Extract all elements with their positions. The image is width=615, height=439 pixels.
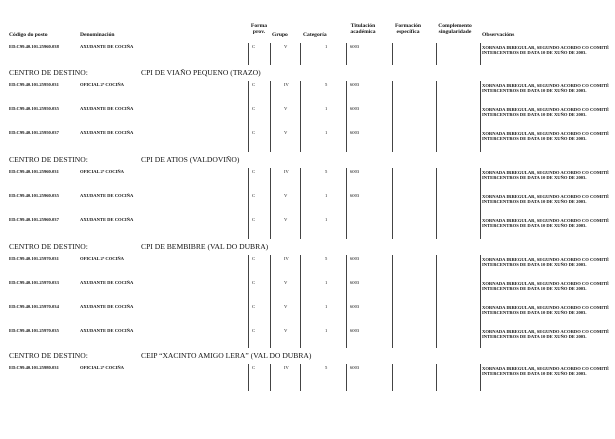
post-grupo: IV <box>284 256 289 261</box>
column-divider <box>270 43 271 65</box>
column-divider <box>392 216 393 239</box>
column-divider <box>248 303 249 327</box>
column-divider <box>436 303 437 327</box>
column-divider <box>346 279 347 303</box>
post-observations: XORNADA IRREGULAR, SEGUNDO ACORDO CO COMITÉ INTERCENTROS DE DATA 10 DE XUÑO DE 2003. <box>482 305 610 316</box>
post-grupo: V <box>284 44 288 49</box>
post-observations: XORNADA IRREGULAR, SEGUNDO ACORDO CO COMITÉ INTERCENTROS DE DATA 10 DE XUÑO DE 2003. <box>482 257 610 268</box>
post-titulacion: 6003 <box>350 280 360 285</box>
column-divider <box>392 129 393 152</box>
post-forma-prov: C <box>252 256 256 261</box>
post-titulacion: 6003 <box>350 193 360 198</box>
post-denomination: OFICIAL 2ª COCIÑA <box>80 365 125 370</box>
post-observations: XORNADA IRREGULAR, SEGUNDO ACORDO CO COMITÉ INTERCENTROS DE DATA 10 DE XUÑO DE 2003. <box>482 45 610 56</box>
header-formacion: Formación específica <box>394 23 422 35</box>
column-divider <box>270 255 271 279</box>
column-divider <box>346 192 347 216</box>
post-observations: XORNADA IRREGULAR, SEGUNDO ACORDO CO COMITÉ INTERCENTROS DE DATA 10 DE XUÑO DE 2003. <box>482 218 610 229</box>
column-divider <box>436 327 437 348</box>
post-grupo: IV <box>284 169 289 174</box>
post-code: ED.C99.40.101.25970.035 <box>9 328 59 333</box>
column-divider <box>480 81 481 105</box>
column-divider <box>346 105 347 129</box>
column-divider <box>270 105 271 129</box>
post-grupo: V <box>284 304 288 309</box>
column-divider <box>346 216 347 239</box>
post-titulacion: 6003 <box>350 365 360 370</box>
post-code: ED.C99.40.101.25970.034 <box>9 304 59 309</box>
column-divider <box>392 303 393 327</box>
column-divider <box>436 43 437 65</box>
column-divider <box>436 105 437 129</box>
center-label: CENTRO DE DESTINO: <box>9 242 88 251</box>
post-observations: XORNADA IRREGULAR, SEGUNDO ACORDO CO COMITÉ INTERCENTROS DE DATA 10 DE XUÑO DE 2003. <box>482 281 610 292</box>
column-divider <box>300 43 301 65</box>
column-divider <box>270 327 271 348</box>
post-denomination: OFICIAL 2ª COCIÑA <box>80 256 125 261</box>
post-forma-prov: C <box>252 365 256 370</box>
column-divider <box>392 364 393 391</box>
post-forma-prov: C <box>252 193 256 198</box>
center-name: CEIP “XACINTO AMIGO LERA” (VAL DO DUBRA) <box>141 351 312 360</box>
column-divider <box>300 279 301 303</box>
column-divider <box>270 192 271 216</box>
post-code: ED.C99.40.101.25960.038 <box>9 44 59 49</box>
center-label: CENTRO DE DESTINO: <box>9 351 88 360</box>
column-divider <box>346 168 347 192</box>
post-categoria: 5 <box>325 82 328 87</box>
post-denomination: OFICIAL 2ª COCIÑA <box>80 82 125 87</box>
post-forma-prov: C <box>252 169 256 174</box>
column-divider <box>480 129 481 152</box>
column-divider <box>346 327 347 348</box>
header-codigo: Código do posto <box>9 32 48 38</box>
header-observacions: Observacións <box>482 32 515 38</box>
post-titulacion: 6003 <box>350 130 360 135</box>
post-categoria: 1 <box>325 304 328 309</box>
post-forma-prov: C <box>252 304 256 309</box>
post-categoria: 1 <box>325 280 328 285</box>
column-divider <box>436 81 437 105</box>
post-categoria: 1 <box>325 106 328 111</box>
column-divider <box>300 255 301 279</box>
column-divider <box>300 303 301 327</box>
column-divider <box>270 216 271 239</box>
column-divider <box>436 364 437 391</box>
column-divider <box>248 129 249 152</box>
post-observations: XORNADA IRREGULAR, SEGUNDO ACORDO CO COMITÉ INTERCENTROS DE DATA 10 DE XUÑO DE 2003. <box>482 366 610 377</box>
column-divider <box>480 303 481 327</box>
column-divider <box>300 81 301 105</box>
post-denomination: AXUDANTE DE COCIÑA <box>80 304 134 309</box>
post-titulacion: 6003 <box>350 256 360 261</box>
column-divider <box>248 255 249 279</box>
column-divider <box>436 255 437 279</box>
column-divider <box>480 216 481 239</box>
column-divider <box>300 327 301 348</box>
post-observations: XORNADA IRREGULAR, SEGUNDO ACORDO CO COMITÉ INTERCENTROS DE DATA 10 DE XUÑO DE 2003. <box>482 329 610 340</box>
column-divider <box>248 105 249 129</box>
column-divider <box>436 129 437 152</box>
column-divider <box>300 168 301 192</box>
column-divider <box>346 364 347 391</box>
post-denomination: AXUDANTE DE COCIÑA <box>80 217 134 222</box>
column-divider <box>392 192 393 216</box>
column-divider <box>248 364 249 391</box>
post-code: ED.C99.40.101.25960.037 <box>9 217 59 222</box>
column-divider <box>436 279 437 303</box>
header-forma-prov: Forma prov. <box>250 23 268 35</box>
column-divider <box>270 303 271 327</box>
column-divider <box>270 279 271 303</box>
column-divider <box>248 81 249 105</box>
post-categoria: 1 <box>325 44 328 49</box>
column-divider <box>480 192 481 216</box>
post-observations: XORNADA IRREGULAR, SEGUNDO ACORDO CO COMITÉ INTERCENTROS DE DATA 10 DE XUÑO DE 2003. <box>482 194 610 205</box>
header-grupo: Grupo <box>272 32 288 38</box>
post-titulacion: 6003 <box>350 82 360 87</box>
column-divider <box>392 255 393 279</box>
post-grupo: V <box>284 328 288 333</box>
column-divider <box>392 168 393 192</box>
column-divider <box>300 364 301 391</box>
post-observations: XORNADA IRREGULAR, SEGUNDO ACORDO CO COMITÉ INTERCENTROS DE DATA 10 DE XUÑO DE 2003. <box>482 107 610 118</box>
column-divider <box>392 81 393 105</box>
post-grupo: IV <box>284 365 289 370</box>
post-titulacion: 6003 <box>350 169 360 174</box>
post-grupo: IV <box>284 82 289 87</box>
post-categoria: 1 <box>325 130 328 135</box>
column-divider <box>346 81 347 105</box>
post-code: ED.C99.40.101.25950.037 <box>9 130 59 135</box>
column-divider <box>346 303 347 327</box>
column-divider <box>248 327 249 348</box>
post-forma-prov: C <box>252 217 256 222</box>
center-label: CENTRO DE DESTINO: <box>9 68 88 77</box>
column-divider <box>480 43 481 65</box>
post-code: ED.C99.40.101.25960.031 <box>9 169 59 174</box>
column-divider <box>300 129 301 152</box>
post-denomination: AXUDANTE DE COCIÑA <box>80 106 134 111</box>
column-divider <box>392 43 393 65</box>
column-divider <box>480 279 481 303</box>
column-divider <box>248 279 249 303</box>
post-observations: XORNADA IRREGULAR, SEGUNDO ACORDO CO COMITÉ INTERCENTROS DE DATA 10 DE XUÑO DE 2003. <box>482 131 610 142</box>
post-denomination: AXUDANTE DE COCIÑA <box>80 280 134 285</box>
column-divider <box>248 192 249 216</box>
post-denomination: AXUDANTE DE COCIÑA <box>80 44 134 49</box>
post-code: ED.C99.40.101.25970.033 <box>9 280 59 285</box>
column-divider <box>392 105 393 129</box>
post-titulacion: 6003 <box>350 106 360 111</box>
header-denominacion: Denominación <box>80 32 115 38</box>
post-categoria: 1 <box>325 193 328 198</box>
column-divider <box>270 129 271 152</box>
center-name: CPI DE BEMBIBRE (VAL DO DUBRA) <box>141 242 269 251</box>
post-code: ED.C99.40.101.25960.035 <box>9 193 59 198</box>
post-denomination: OFICIAL 2ª COCIÑA <box>80 169 125 174</box>
column-divider <box>270 168 271 192</box>
post-forma-prov: C <box>252 130 256 135</box>
column-divider <box>248 168 249 192</box>
post-titulacion: 6003 <box>350 328 360 333</box>
column-divider <box>480 105 481 129</box>
column-divider <box>436 192 437 216</box>
center-name: CPI DE ATIOS (VALDOVIÑO) <box>141 155 240 164</box>
post-categoria: 5 <box>325 365 328 370</box>
post-forma-prov: C <box>252 106 256 111</box>
post-denomination: AXUDANTE DE COCIÑA <box>80 328 134 333</box>
post-grupo: V <box>284 106 288 111</box>
post-code: ED.C99.40.101.25950.031 <box>9 82 59 87</box>
post-grupo: V <box>284 217 288 222</box>
post-titulacion: 6003 <box>350 44 360 49</box>
column-divider <box>436 168 437 192</box>
post-categoria: 5 <box>325 169 328 174</box>
post-grupo: V <box>284 130 288 135</box>
column-divider <box>300 192 301 216</box>
post-grupo: V <box>284 193 288 198</box>
column-divider <box>480 364 481 391</box>
column-divider <box>270 364 271 391</box>
column-divider <box>248 43 249 65</box>
post-forma-prov: C <box>252 82 256 87</box>
post-code: ED.C99.40.101.25980.031 <box>9 365 59 370</box>
column-divider <box>270 81 271 105</box>
post-observations: XORNADA IRREGULAR, SEGUNDO ACORDO CO COMITÉ INTERCENTROS DE DATA 10 DE XUÑO DE 2003. <box>482 170 610 181</box>
post-categoria: 1 <box>325 217 328 222</box>
post-titulacion: 6003 <box>350 304 360 309</box>
center-name: CPI DE VIAÑO PEQUENO (TRAZO) <box>141 68 261 77</box>
post-observations: XORNADA IRREGULAR, SEGUNDO ACORDO CO COMITÉ INTERCENTROS DE DATA 10 DE XUÑO DE 2003. <box>482 83 610 94</box>
column-divider <box>248 216 249 239</box>
header-categoria: Categoría <box>303 32 327 38</box>
post-forma-prov: C <box>252 328 256 333</box>
post-categoria: 1 <box>325 328 328 333</box>
header-titulacion: Titulación académica <box>350 23 376 35</box>
column-divider <box>480 168 481 192</box>
post-categoria: 5 <box>325 256 328 261</box>
post-forma-prov: C <box>252 280 256 285</box>
post-denomination: AXUDANTE DE COCIÑA <box>80 193 134 198</box>
post-code: ED.C99.40.101.25950.035 <box>9 106 59 111</box>
post-denomination: AXUDANTE DE COCIÑA <box>80 130 134 135</box>
column-divider <box>346 43 347 65</box>
column-divider <box>392 279 393 303</box>
column-divider <box>392 327 393 348</box>
column-divider <box>436 216 437 239</box>
header-complemento: Complemento singularidade <box>438 23 472 35</box>
column-divider <box>346 255 347 279</box>
column-divider <box>346 129 347 152</box>
column-divider <box>480 327 481 348</box>
center-label: CENTRO DE DESTINO: <box>9 155 88 164</box>
post-forma-prov: C <box>252 44 256 49</box>
post-grupo: V <box>284 280 288 285</box>
column-divider <box>480 255 481 279</box>
post-code: ED.C99.40.101.25970.031 <box>9 256 59 261</box>
column-divider <box>300 105 301 129</box>
column-divider <box>300 216 301 239</box>
